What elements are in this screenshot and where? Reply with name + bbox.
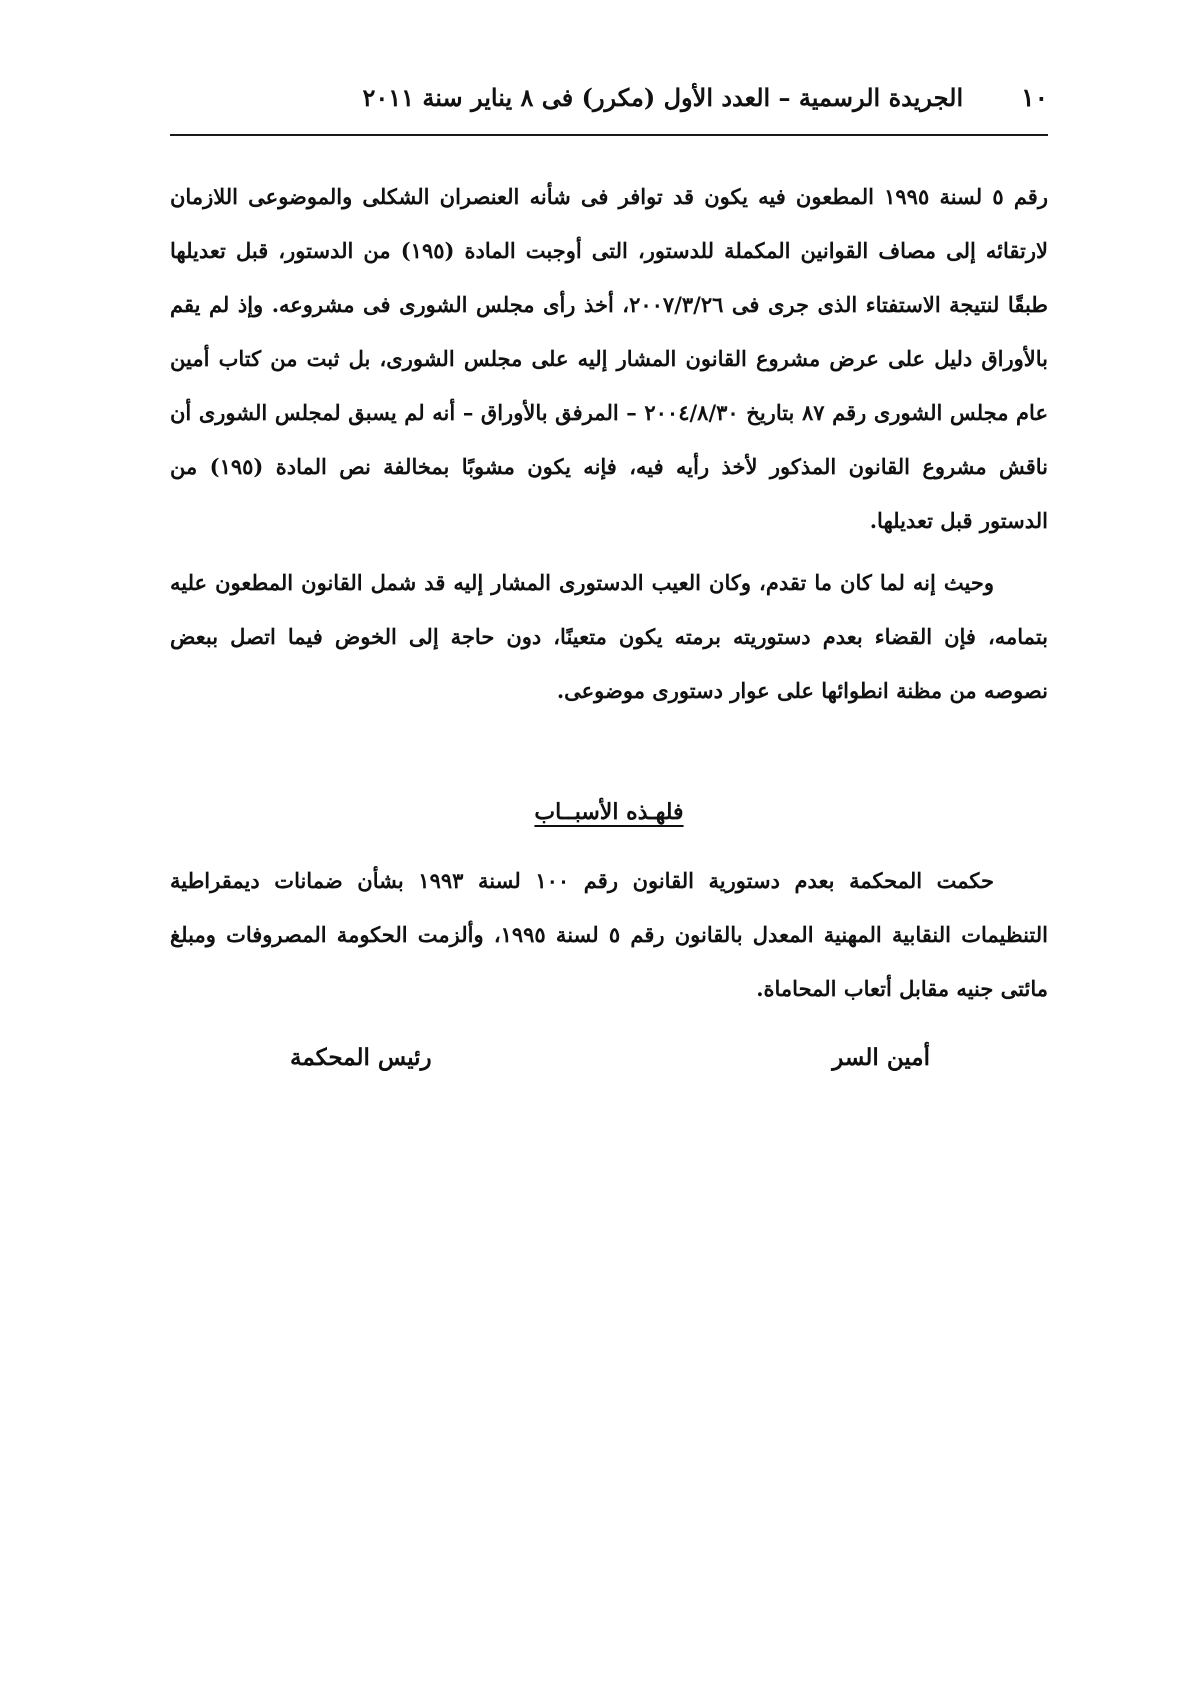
header-divider bbox=[170, 134, 1048, 136]
president-signature-label: رئيس المحكمة bbox=[290, 1044, 432, 1071]
page-number: ١٠ bbox=[1021, 82, 1048, 112]
ruling-paragraph: حكمت المحكمة بعدم دستورية القانون رقم ١٠٠ لسنة ١٩٩٣ بشأن ضمانات ديمقراطية التنظيمات النقابية المهنية المعدل بالقانون رقم ٥ لسنة ١٩٩٥، وألزمت الحكومة المصروفات ومبلغ مائتى جنيه مقابل أتعاب المحاماة. bbox=[170, 868, 1048, 1001]
body-paragraph-2: وحيث إنه لما كان ما تقدم، وكان العيب الدستورى المشار إليه قد شمل القانون المطعون عليه بتمامه، فإن القضاء بعدم دستوريته برمته يكون متعينًا، دون حاجة إلى الخوض فيما اتصل ببعض نصوصه من مظنة انطوائها على عوار دستورى موضوعى. bbox=[170, 570, 1048, 703]
judgment-body bbox=[170, 170, 1048, 718]
signature-block bbox=[170, 1036, 1048, 1086]
gazette-header-title: الجريدة الرسمية – العدد الأول (مكرر) فى ٨ يناير سنة ٢٠١١ bbox=[362, 82, 964, 112]
secretary-signature-label: أمين السر bbox=[832, 1044, 930, 1071]
section-heading-reasons: فلهـذه الأسبــاب bbox=[534, 799, 684, 825]
body-paragraph-1: رقم ٥ لسنة ١٩٩٥ المطعون فيه يكون قد توافر فى شأنه العنصران الشكلى والموضوعى اللازمان لارتقائه إلى مصاف القوانين المكملة للدستور، التى أوجبت المادة (١٩٥) من الدستور، قبل تعديلها طبقًا لنتيجة الاستفتاء الذى جرى فى ٢٠٠٧/٣/٢٦، أخذ رأى مجلس الشورى فى مشروعه. وإذ لم يقم بالأوراق دليل على عرض مشروع القانون المشار إليه على مجلس الشورى، بل ثبت من كتاب أمين عام مجلس الشورى رقم ٨٧ بتاريخ ٢٠٠٤/٨/٣٠ – المرفق بالأوراق – أنه لم يسبق لمجلس الشورى أن ناقش مشروع القانون المذكور لأخذ رأيه فيه، فإنه يكون مشوبًا بمخالفة نص المادة (١٩٥) من الدستور قبل تعديلها. bbox=[170, 184, 1049, 533]
running-head bbox=[170, 70, 1048, 124]
